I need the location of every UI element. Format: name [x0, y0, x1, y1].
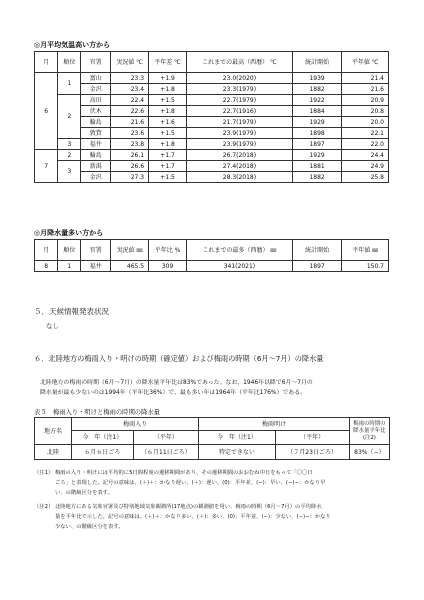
observed-cell: 22.4: [111, 95, 149, 106]
observed-cell: 21.6: [111, 117, 149, 128]
normal-cell: 25.8: [342, 172, 389, 183]
note2-line3: 少ない、の階級区分を表す。: [55, 524, 124, 530]
stat-start-cell: 1882: [292, 172, 342, 183]
rank-cell: 2: [58, 95, 81, 139]
temp-section-title: ◎月平均気温高い方から: [34, 41, 111, 49]
station-cell: 富山: [81, 73, 111, 84]
header-rank: 順位: [58, 52, 81, 73]
record-cell: 22.7(1916): [187, 106, 293, 117]
table-row: [35, 106, 389, 117]
rank-cell: 3: [58, 139, 81, 150]
normal-cell: 24.9: [342, 161, 389, 172]
station-cell: 金沢: [81, 84, 111, 95]
station-cell: 高田: [81, 95, 111, 106]
temperature-table: [34, 51, 389, 183]
station-cell: 輪島: [81, 117, 111, 128]
rain-observed: 465.5: [111, 261, 149, 272]
rain-normal: 150.7: [342, 261, 389, 272]
rain-header-station: 官署: [81, 240, 111, 261]
note1-line2: ごろ」と表現した。記号の意味は、(＋)＋：かなり遅い、(＋)：遅い、(0)：平年並、(−)：早い、(−)−：かなり早: [55, 480, 326, 486]
stat-start-cell: 1897: [292, 139, 342, 150]
table-row: [35, 128, 389, 139]
month-cell: 6: [35, 73, 58, 150]
table-row: [35, 150, 389, 161]
sub-normal-entry: （平年）: [133, 431, 199, 445]
rain-header-month: 月: [35, 240, 58, 261]
normal-cell: 24.4: [342, 150, 389, 161]
rain-stat-start: 1897: [292, 261, 342, 272]
station-cell: 新潟: [81, 161, 111, 172]
header-observed: 実況値 ℃: [111, 52, 149, 73]
rain-rank: 1: [58, 261, 81, 272]
entry-this-year: ６月６日ごろ: [72, 445, 133, 460]
observed-cell: 23.4: [111, 84, 149, 95]
observed-cell: 26.1: [111, 150, 149, 161]
rain-header-observed: 実況値 ㎜: [111, 240, 149, 261]
station-cell: 伏木: [81, 106, 111, 117]
record-cell: 23.9(1979): [187, 139, 293, 150]
note1-line3: い、の階級区分を表す。: [55, 490, 113, 496]
col-ratio: 梅雨の時期の降水量平年比(注2): [349, 418, 389, 445]
stat-start-cell: 1929: [292, 117, 342, 128]
normal-cell: 22.0: [342, 139, 389, 150]
rain-header-ratio: 平年比 %: [149, 240, 187, 261]
header-anomaly: 平年差 ℃: [149, 52, 187, 73]
precipitation-table: [34, 239, 389, 272]
rank-cell: 3: [58, 161, 81, 183]
observed-cell: 23.6: [111, 128, 149, 139]
anomaly-cell: +1.8: [149, 106, 187, 117]
observed-cell: 26.6: [111, 161, 149, 172]
section5-body: なし: [46, 322, 59, 330]
ratio-cell: 83%（−）: [349, 445, 389, 460]
table-row: [35, 84, 389, 95]
rain-section-title: ◎月降水量多い方から: [34, 229, 104, 237]
stat-start-cell: 1884: [292, 106, 342, 117]
anomaly-cell: +1.9: [149, 73, 187, 84]
sub-normal-end: （平年）: [275, 431, 349, 445]
normal-cell: 22.1: [342, 128, 389, 139]
table5-caption: 表５ 梅雨入り・明けと梅雨の時期の降水量: [34, 409, 160, 416]
anomaly-cell: +1.6: [149, 117, 187, 128]
station-cell: 金沢: [81, 172, 111, 183]
header-normal: 平年値 ℃: [342, 52, 389, 73]
record-cell: 27.4(2018): [187, 161, 293, 172]
anomaly-cell: +1.8: [149, 84, 187, 95]
header-record: これまでの最高（西暦） ℃: [187, 52, 293, 73]
rainy-season-table: [34, 417, 390, 460]
observed-cell: 23.8: [111, 139, 149, 150]
observed-cell: 27.3: [111, 172, 149, 183]
anomaly-cell: +1.7: [149, 150, 187, 161]
stat-start-cell: 1922: [292, 95, 342, 106]
rain-station: 福井: [81, 261, 111, 272]
observed-cell: 22.6: [111, 106, 149, 117]
record-cell: 23.9(1979): [187, 128, 293, 139]
table-row: [35, 445, 390, 460]
sub-this-year-end: 今 年（注1）: [199, 431, 275, 445]
stat-start-cell: 1898: [292, 128, 342, 139]
rain-header-stat-start: 統計開始: [292, 240, 342, 261]
anomaly-cell: +1.7: [149, 161, 187, 172]
table-row: [35, 95, 389, 106]
note2-line2: 量を平年比で示した。記号の意味は、(＋)＋：かなり多い、(＋)：多い、(0)：平年並、(−)：少ない、(−)−：かなり: [55, 514, 331, 520]
station-cell: 輪島: [81, 150, 111, 161]
rain-header-normal: 平年値 ㎜: [342, 240, 389, 261]
rank-cell: 2: [58, 150, 81, 161]
rain-ratio: 309: [149, 261, 187, 272]
entry-normal: （６月11日ごろ）: [133, 445, 199, 460]
normal-cell: 20.0: [342, 117, 389, 128]
header-station: 官署: [81, 52, 111, 73]
table-row: [35, 139, 389, 150]
section6-heading: ６．北陸地方の梅雨入り・明けの時期（確定値）および梅雨の時期（6月～7月）の降水量: [34, 354, 324, 363]
region-cell: 北陸: [35, 445, 72, 460]
section6-paragraph-line2: 降水量が最も少ないのは1994年（平年比36%）で、最も多い年は1964年（平年比176%）である。: [40, 390, 306, 396]
normal-cell: 20.8: [342, 106, 389, 117]
end-normal: （７月23日ごろ）: [275, 445, 349, 460]
note1-line1: （注1） 梅雨の入り・明けには平均的に5日間程度の遷移期間があり、その遷移期間のおおむね中日をもって「〇〇日: [34, 470, 313, 476]
rain-record: 341(2021): [187, 261, 293, 272]
rank-cell: 1: [58, 73, 81, 95]
table-row: [35, 261, 389, 272]
section5-heading: ５．天候情報発表状況: [34, 307, 109, 316]
end-this-year: 特定できない: [199, 445, 275, 460]
rain-header-record: これまでの最多（西暦） ㎜: [187, 240, 293, 261]
col-entry: 梅雨入り: [72, 418, 199, 431]
col-end: 梅雨明け: [199, 418, 349, 431]
station-cell: 敦賀: [81, 128, 111, 139]
station-cell: 福井: [81, 139, 111, 150]
section6-paragraph-line1: 北陸地方の梅雨の時期（6月～7月）の降水量平年比は83%であった。なお、1946年以降で6月～7月の: [40, 380, 313, 386]
header-stat-start: 統計開始: [292, 52, 342, 73]
stat-start-cell: 1929: [292, 150, 342, 161]
record-cell: 28.3(2018): [187, 172, 293, 183]
sub-this-year-entry: 今 年（注1）: [72, 431, 133, 445]
normal-cell: 21.4: [342, 73, 389, 84]
table-row: [35, 73, 389, 84]
header-month: 月: [35, 52, 58, 73]
normal-cell: 21.6: [342, 84, 389, 95]
record-cell: 23.3(1979): [187, 84, 293, 95]
record-cell: 21.7(1979): [187, 117, 293, 128]
col-region: 地方名: [35, 418, 72, 445]
stat-start-cell: 1881: [292, 161, 342, 172]
rain-month: 8: [35, 261, 58, 272]
month-cell: 7: [35, 150, 58, 183]
table-row: [35, 117, 389, 128]
normal-cell: 20.9: [342, 95, 389, 106]
table-row: [35, 172, 389, 183]
table-row: [35, 161, 389, 172]
anomaly-cell: +1.5: [149, 95, 187, 106]
rain-header-rank: 順位: [58, 240, 81, 261]
record-cell: 23.0(2020): [187, 73, 293, 84]
anomaly-cell: +1.5: [149, 172, 187, 183]
anomaly-cell: +1.5: [149, 128, 187, 139]
stat-start-cell: 1939: [292, 73, 342, 84]
note2-line1: （注2） 北陸地方にある気象官署及び特別地域気象観測所(17地点)の観測値を用い、梅雨の時期（6月～7月）の平均降水: [34, 504, 322, 510]
record-cell: 26.7(2018): [187, 150, 293, 161]
stat-start-cell: 1882: [292, 84, 342, 95]
observed-cell: 23.3: [111, 73, 149, 84]
anomaly-cell: +1.8: [149, 139, 187, 150]
record-cell: 22.7(1979): [187, 95, 293, 106]
